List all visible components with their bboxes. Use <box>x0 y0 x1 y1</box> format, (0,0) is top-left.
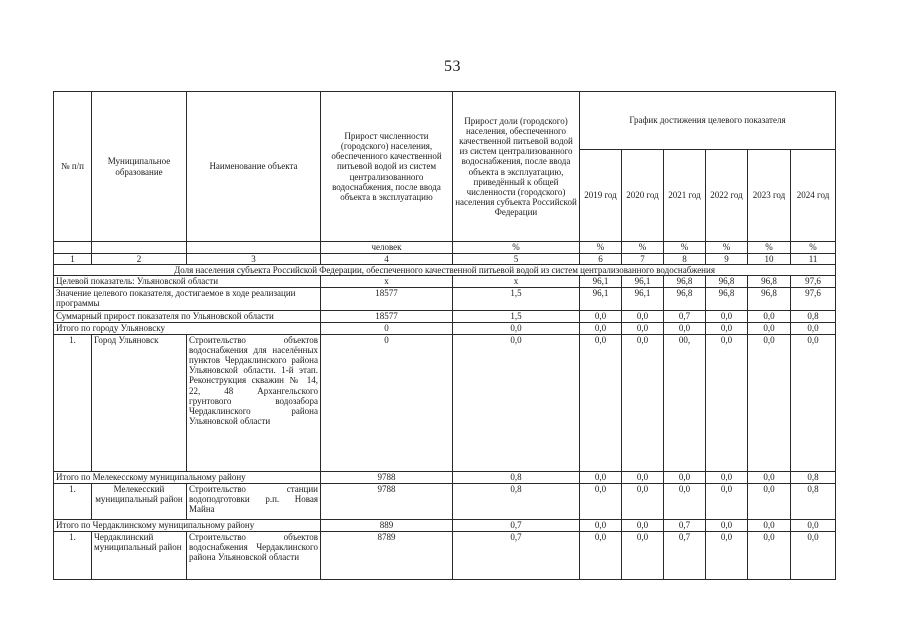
table-row <box>54 520 836 532</box>
cell-2020: 96,1 <box>622 276 664 288</box>
cell-2020: 0,0 <box>622 335 664 472</box>
cell-2022: 0,0 <box>706 323 748 335</box>
row-label: Итого по Чердаклинскому муниципальному району <box>54 520 321 532</box>
cell-2020: 0,0 <box>622 532 664 580</box>
section-title: Доля населения субъекта Российской Федерации, обеспеченного качественной питьевой водой из систем централизованного водоснабжения <box>54 265 836 276</box>
cell-municipality: Город Ульяновск <box>92 335 187 472</box>
cell-2021: 0,0 <box>664 323 706 335</box>
cell-2021: 0,7 <box>664 311 706 323</box>
column-number: 2 <box>92 254 187 265</box>
row-label: Итого по Мелекесскому муниципальному району <box>54 472 321 484</box>
header-year-2020: 2020 год <box>622 150 664 242</box>
column-number: 10 <box>748 254 791 265</box>
header-year-2024: 2024 год <box>791 150 836 242</box>
cell-2021: 0,0 <box>664 484 706 520</box>
cell-population: 889 <box>321 520 453 532</box>
cell-object: Строительство станции водоподготовки р.п. Новая Майна <box>187 484 321 520</box>
cell-2023: 0,0 <box>748 311 791 323</box>
cell-2023: 0,0 <box>748 520 791 532</box>
cell-share: 0,0 <box>453 323 580 335</box>
column-number: 1 <box>54 254 92 265</box>
cell-2020: 96,1 <box>622 288 664 311</box>
cell-2020: 0,0 <box>622 472 664 484</box>
cell-2021: 00, <box>664 335 706 472</box>
cell-share: 1,5 <box>453 311 580 323</box>
unit-percent: % <box>791 242 836 254</box>
cell-num: 1. <box>54 532 92 580</box>
cell-2024: 0,0 <box>791 532 836 580</box>
header-population-growth: Прирост численности (городского) населения, обеспеченного качественной питьевой водой из систем централизованного водоснабжения, после ввода объекта в эксплуатацию <box>321 92 453 242</box>
unit-percent: % <box>622 242 664 254</box>
cell-2022: 0,0 <box>706 472 748 484</box>
cell-2023: 96,8 <box>748 288 791 311</box>
cell-share: 1,5 <box>453 288 580 311</box>
header-year-2023: 2023 год <box>748 150 791 242</box>
cell-2024: 0,0 <box>791 335 836 472</box>
cell-2024: 97,6 <box>791 288 836 311</box>
table-row <box>54 311 836 323</box>
header-object: Наименование объекта <box>187 92 321 242</box>
table-row <box>54 484 836 520</box>
cell-2023: 0,0 <box>748 472 791 484</box>
table-row <box>54 276 836 288</box>
column-number: 9 <box>706 254 748 265</box>
header-year-2019: 2019 год <box>580 150 622 242</box>
header-num: № п/п <box>54 92 92 242</box>
cell-population: 8789 <box>321 532 453 580</box>
cell-2020: 0,0 <box>622 520 664 532</box>
cell-2020: 0,0 <box>622 484 664 520</box>
column-number: 11 <box>791 254 836 265</box>
cell-2024: 0,0 <box>791 323 836 335</box>
cell-2022: 0,0 <box>706 532 748 580</box>
cell-share: 0,8 <box>453 484 580 520</box>
table-row <box>54 323 836 335</box>
cell-2022: 0,0 <box>706 484 748 520</box>
cell-2022: 96,8 <box>706 276 748 288</box>
column-number: 5 <box>453 254 580 265</box>
cell-2019: 0,0 <box>580 323 622 335</box>
unit-percent: % <box>664 242 706 254</box>
cell-2021: 0,0 <box>664 472 706 484</box>
cell-2022: 0,0 <box>706 520 748 532</box>
cell-2023: 0,0 <box>748 335 791 472</box>
row-label: Итого по городу Ульяновску <box>54 323 321 335</box>
header-share-growth: Прирост доли (городского) населения, обеспеченного качественной питьевой водой из систем централизованного водоснабжения, после ввода объекта в эксплуатацию, приведённый к общей численности (городского) населения субъекта Российской Федерации <box>453 92 580 242</box>
cell-2022: 0,0 <box>706 335 748 472</box>
cell-population: 0 <box>321 335 453 472</box>
cell-municipality: Мелекесский муниципальный район <box>92 484 187 520</box>
unit-percent: % <box>453 242 580 254</box>
cell-2019: 0,0 <box>580 472 622 484</box>
cell-2019: 96,1 <box>580 288 622 311</box>
unit-percent: % <box>748 242 791 254</box>
row-label: Целевой показатель: Ульяновской области <box>54 276 321 288</box>
unit-percent: % <box>580 242 622 254</box>
cell-2024: 0,8 <box>791 311 836 323</box>
row-label: Суммарный прирост показателя по Ульяновской области <box>54 311 321 323</box>
column-number: 8 <box>664 254 706 265</box>
cell-2019: 96,1 <box>580 276 622 288</box>
cell-population: 9788 <box>321 472 453 484</box>
cell-2023: 96,8 <box>748 276 791 288</box>
cell-population: 0 <box>321 323 453 335</box>
cell-2021: 96,8 <box>664 288 706 311</box>
cell-2023: 0,0 <box>748 484 791 520</box>
cell-2020: 0,0 <box>622 311 664 323</box>
row-label: Значение целевого показателя, достигаемое в ходе реализации программы <box>54 288 321 311</box>
cell-2022: 0,0 <box>706 311 748 323</box>
cell-2021: 96,8 <box>664 276 706 288</box>
cell-population: 18577 <box>321 311 453 323</box>
cell-num: 1. <box>54 335 92 472</box>
cell-2019: 0,0 <box>580 484 622 520</box>
column-number: 6 <box>580 254 622 265</box>
table-row <box>54 288 836 311</box>
cell-population: x <box>321 276 453 288</box>
page-number: 53 <box>444 58 461 75</box>
cell-2024: 0,8 <box>791 472 836 484</box>
unit-people: человек <box>321 242 453 254</box>
cell-2019: 0,0 <box>580 335 622 472</box>
column-number: 4 <box>321 254 453 265</box>
table-row <box>54 532 836 580</box>
cell-num: 1. <box>54 484 92 520</box>
column-number: 3 <box>187 254 321 265</box>
cell-2022: 96,8 <box>706 288 748 311</box>
cell-2019: 0,0 <box>580 311 622 323</box>
cell-2021: 0,7 <box>664 520 706 532</box>
cell-share: 0,7 <box>453 532 580 580</box>
cell-2024: 0,0 <box>791 520 836 532</box>
header-schedule: График достижения целевого показателя <box>580 92 836 150</box>
cell-2021: 0,7 <box>664 532 706 580</box>
table-row <box>54 472 836 484</box>
cell-2023: 0,0 <box>748 532 791 580</box>
cell-2019: 0,0 <box>580 520 622 532</box>
cell-2024: 0,8 <box>791 484 836 520</box>
cell-object: Строительство объектов водоснабжения Чердаклинского района Ульяновской области <box>187 532 321 580</box>
header-municipality: Муниципальное образование <box>92 92 187 242</box>
cell-municipality: Чердаклинский муниципальный район <box>92 532 187 580</box>
cell-2019: 0,0 <box>580 532 622 580</box>
cell-share: 0,0 <box>453 335 580 472</box>
cell-2023: 0,0 <box>748 323 791 335</box>
cell-share: 0,7 <box>453 520 580 532</box>
cell-population: 18577 <box>321 288 453 311</box>
cell-object: Строительство объектов водоснабжения для населённых пунктов Чердаклинского района Ульяновской области. 1-й этап. Реконструкция скважин № 14, 22, 48 Архангельского грунтового водозабора Чердаклинского района Ульяновской области <box>187 335 321 472</box>
header-year-2022: 2022 год <box>706 150 748 242</box>
cell-2020: 0,0 <box>622 323 664 335</box>
cell-share: x <box>453 276 580 288</box>
table-row <box>54 335 836 472</box>
cell-population: 9788 <box>321 484 453 520</box>
cell-share: 0,8 <box>453 472 580 484</box>
column-number: 7 <box>622 254 664 265</box>
header-year-2021: 2021 год <box>664 150 706 242</box>
unit-percent: % <box>706 242 748 254</box>
cell-2024: 97,6 <box>791 276 836 288</box>
target-indicator-table <box>53 91 836 580</box>
